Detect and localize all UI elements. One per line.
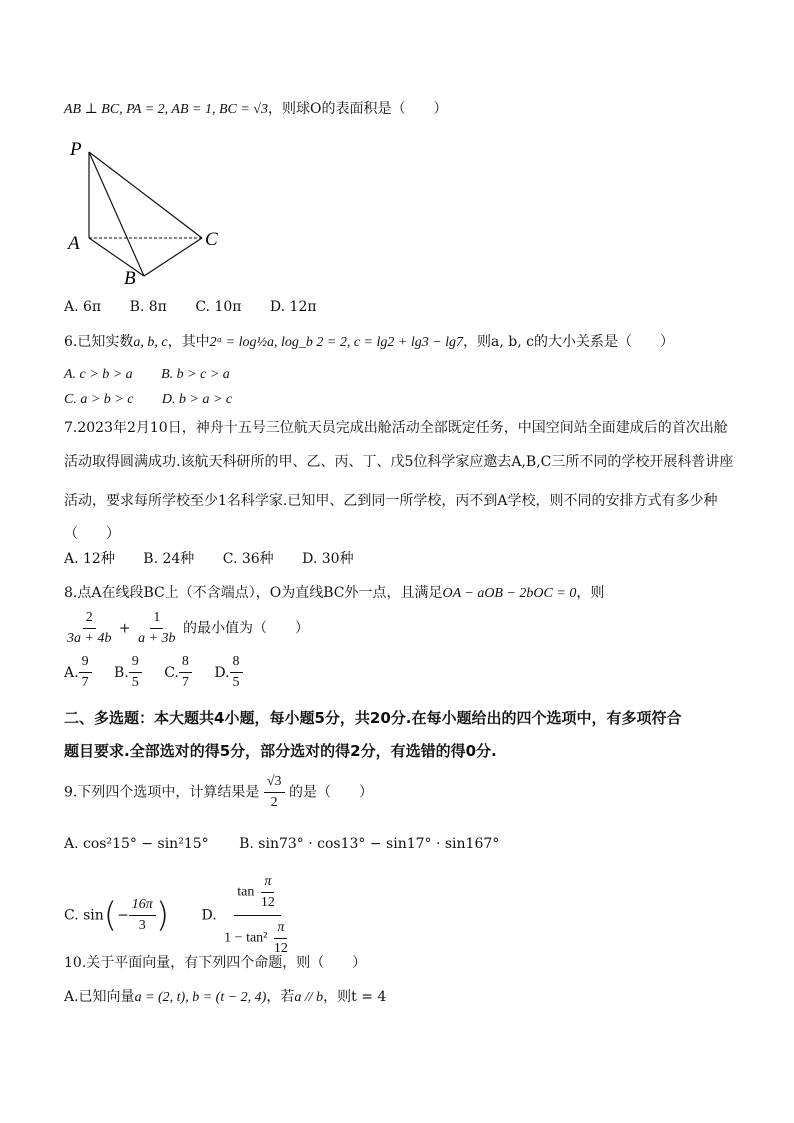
q10-option-a: A.已知向量a = (2, t), b = (t − 2, 4)，若a // b，则t = 4 xyxy=(64,989,387,1005)
q8-line1 xyxy=(64,582,604,602)
q8-options xyxy=(64,652,243,693)
q10-parallel: a // b xyxy=(294,990,324,1005)
q5-option-c: C. 10π xyxy=(195,299,242,315)
q9-stem xyxy=(64,772,373,813)
q10-vector-def: a = (2, t), b = (t − 2, 4) xyxy=(134,990,267,1005)
q5-option-d: D. 12π xyxy=(269,299,317,315)
q8-fraction-2 xyxy=(135,608,178,649)
q8-fraction-1 xyxy=(64,608,114,649)
q7-option-a: A. 12种 xyxy=(64,551,115,567)
q5-option-a: A. 6π xyxy=(64,299,102,315)
pyramid-figure xyxy=(62,134,232,290)
q7-line4: （ ） xyxy=(64,526,120,542)
label-A: A xyxy=(68,233,80,254)
q9-option-b: B. sin73° · cos13° − sin17° · sin167° xyxy=(239,836,500,852)
q5-option-b: B. 8π xyxy=(129,299,167,315)
q8-option-b: B. $\frac{9}{5}$ xyxy=(114,665,142,681)
q6-option-a: A. c > b > a xyxy=(64,367,133,382)
q8-line1-tail: ，则 xyxy=(576,585,605,601)
q9-suffix: 的是（ ） xyxy=(288,784,373,801)
label-B: B xyxy=(124,268,136,289)
q6-options-row1 xyxy=(64,366,254,383)
q8-frac1-num: 2 xyxy=(83,608,96,629)
q9-frac-den: 2 xyxy=(270,795,278,810)
section-heading-line1: 二、多选题：本大题共4小题，每小题5分，共20分.在每小题给出的四个选项中，有多项符合 xyxy=(64,709,682,727)
q5-stem-text: ，则球O的表面积是（ ） xyxy=(267,101,448,117)
q10-stem: 10.关于平面向量，有下列四个命题，则（ ） xyxy=(64,955,367,971)
q7-line1: 7.2023年2月10日，神舟十五号三位航天员完成出舱活动全部既定任务，中国空间站全面建成后的首次出舱 xyxy=(64,420,728,436)
q8-vector-equation: OA − aOB − 2bOC = 0 xyxy=(442,586,577,601)
edge-BC xyxy=(144,238,202,276)
q6-option-b: B. b > c > a xyxy=(161,367,230,382)
q6-stem xyxy=(64,331,674,351)
q6-options-row2 xyxy=(64,391,256,408)
q8-frac2-den: a + 3b xyxy=(138,631,176,646)
q5-stem xyxy=(64,98,447,118)
q8-frac2-num: 1 xyxy=(150,608,163,629)
q9-frac-num: √3 xyxy=(264,772,285,793)
section-heading-line2: 题目要求.全部选对的得5分，部分选对的得2分，有选错的得0分. xyxy=(64,742,497,760)
q8-plus: + xyxy=(118,620,131,637)
q9-options-row1 xyxy=(64,836,523,852)
q9-option-a: A. cos²15° − sin²15° xyxy=(64,836,209,852)
q8-option-c: C. $\frac{8}{7}$ xyxy=(164,665,192,681)
q8-line1-text: 8.点A在线段BC上（不含端点），O为直线BC外一点，且满足 xyxy=(64,585,443,601)
q5-stem-math: AB ⊥ BC, PA = 2, AB = 1, BC = √3 xyxy=(64,102,268,117)
q7-line3: 活动，要求每所学校至少1名科学家.已知甲、乙到同一所学校，丙不到A学校，则不同的安排方式有多少种 xyxy=(64,493,718,509)
q9-options-row2 xyxy=(64,872,294,959)
q6-suffix: ，则a, b, c的大小关系是（ ） xyxy=(463,334,675,350)
q9-prefix: 9.下列四个选项中，计算结果是 xyxy=(64,784,260,801)
q6-option-c: C. a > b > c xyxy=(64,392,134,407)
q8-line2-tail: 的最小值为（ ） xyxy=(183,620,309,637)
q9-option-d: D. tan $\frac{\pi}{12}$ 1 − tan² $\frac{\pi}{12}$ xyxy=(201,874,288,956)
q8-option-d: D. $\frac{8}{5}$ xyxy=(214,665,242,681)
q6-option-d: D. b > a > c xyxy=(161,392,233,407)
q9-fraction xyxy=(264,772,285,813)
q8-option-a: A. $\frac{9}{7}$ xyxy=(64,665,92,681)
q7-line2: 活动取得圆满成功.该航天科研所的甲、乙、丙、丁、戊5位科学家应邀去A,B,C三所不同的学校开展科普讲座 xyxy=(64,454,734,470)
q6-mid: ，其中 xyxy=(167,334,210,350)
label-P: P xyxy=(70,139,82,160)
q6-vars: a, b, c xyxy=(133,335,168,350)
edge-PC xyxy=(89,152,202,238)
q6-condition: 2ᵃ = log½a, log_b 2 = 2, c = lg2 + lg3 − lg7 xyxy=(209,335,464,350)
q8-line2 xyxy=(64,608,309,649)
q5-options xyxy=(64,299,341,315)
label-C: C xyxy=(205,229,218,250)
q7-option-c: C. 36种 xyxy=(222,551,274,567)
q8-frac1-den: 3a + 4b xyxy=(67,631,112,646)
q7-option-b: B. 24种 xyxy=(143,551,195,567)
q7-options xyxy=(64,548,378,568)
q9-option-c: C. sin(− $\frac{16\pi}{3}$ ) xyxy=(64,895,170,936)
q6-prefix: 6.已知实数 xyxy=(64,334,134,350)
q7-option-d: D. 30种 xyxy=(302,551,354,567)
